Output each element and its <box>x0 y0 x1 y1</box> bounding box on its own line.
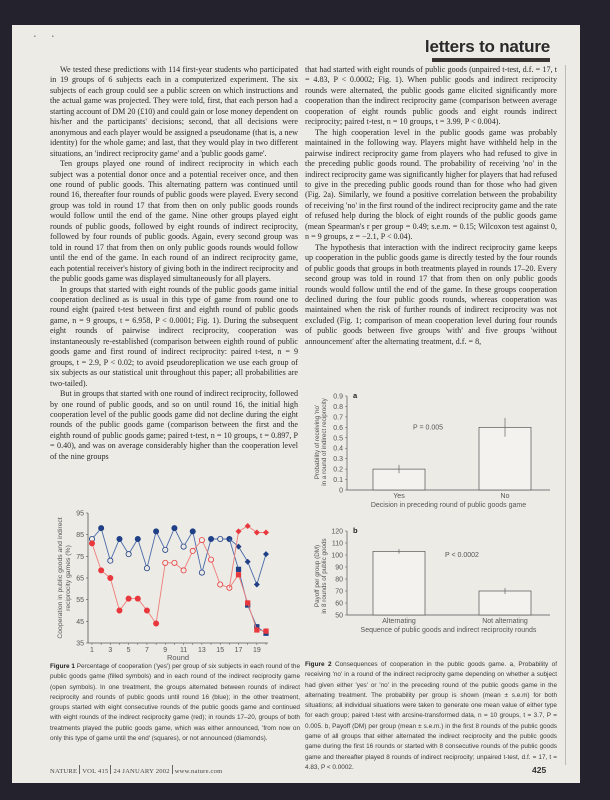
panel-label: a <box>353 391 358 400</box>
paragraph: that had started with eight rounds of public goods (unpaired t-test, d.f. = 17, t = 4.83, P < 0.0002; Fig. 1). When public goods and indirect reciprocity rounds were alternated, the public goods game elicited significantly more cooperation than the indirect reciprocity game (comparison between average cooperation of eight rounds public goods and eight rounds indirect reciprocity; paired t-test, n = 10 groups, t = 3.99, P < 0.004). <box>305 65 557 127</box>
x-tick-label: 7 <box>144 647 149 654</box>
journal-url[interactable]: www.nature.com <box>174 768 223 775</box>
y-tick-label: 80 <box>335 576 343 584</box>
filled-circle-marker <box>126 596 131 601</box>
y-tick-label: 0.1 <box>333 477 343 485</box>
page-number: 425 <box>532 765 547 775</box>
filled-circle-marker <box>154 529 159 534</box>
text-column-left <box>50 65 298 462</box>
x-axis-label: Sequence of public goods and indirect reciprocity rounds <box>360 627 537 634</box>
diamond-marker <box>263 530 269 536</box>
diamond-marker <box>254 530 260 536</box>
volume: VOL 415 <box>82 768 109 775</box>
square-marker <box>263 628 268 633</box>
y-tick-label: 90 <box>335 564 343 572</box>
diamond-marker <box>254 582 260 588</box>
open-circle-marker <box>126 552 131 557</box>
y-tick-label: 110 <box>331 540 343 548</box>
y-tick-label: 0.2 <box>333 466 343 474</box>
y-tick-label: 45 <box>76 618 84 626</box>
y-tick-label: 55 <box>76 597 84 605</box>
paragraph: Ten groups played one round of indirect reciprocity in which each subject was a potential donor once and a potential receiver once, and then one round of public goods. This alternating pattern was continued until round 16, thereafter four rounds of public goods were played. Every second group was told in round 17 that from then on only public goods rounds would follow until the end of the game. Nine other groups played eight rounds of public goods, followed by eight rounds of indirect reciprocity, followed by four rounds of public goods. Again, every second group was told in round 17 that from then on only public goods rounds would follow until the end of the game. In each round of an indirect reciprocity game, each potential receiver's history of giving both in the indirect reciprocity and the public goods game was displayed simultaneously for all players. <box>50 159 299 284</box>
section-title: letters to nature <box>424 37 550 56</box>
caption-text: Consequences of cooperation in the public goods game. a, Probability of receiving 'no' in a round of the indirect reciprocity game depending on whether a subject had given either 'yes' or 'no' in the preceding round of the public goods game in the alternating treatment. The probability per group is shown (mean ± s.e.m) for both situations; all individual situations were taken to generate one mean value of either type for each group; paired t-test with arcsine-transformed data, n = 10 groups, t = 3.7, P = 0.005. b, Payoff (DM) per group (mean ± s.e.m.) in the first 8 rounds of the public goods game of all groups that either alternated the indirect reciprocity and the public goods game during the first 16 rounds or started with 8 consecutive rounds of the public goods game and thereafter played 8 rounds of indirect reciprocity; unpaired t-test, d.f. = 17, t = 4.83, P < 0.0002. <box>305 661 558 771</box>
open-circle-marker <box>218 582 223 587</box>
panel-label: b <box>353 526 358 535</box>
paragraph: The hypothesis that interaction with the indirect reciprocity game keeps up cooperation in the public goods game is directly tested by the four rounds of public goods that groups in both treatments played in rounds 17–20. Every second group was told in round 17 that from then on only public goods rounds would follow until the end of the game. In these groups cooperation declined during the four public goods rounds, whereas cooperation was maintained when the risk of further rounds of indirect reciprocity was not excluded (Fig. 1; comparison of mean cooperation level during four rounds of public goods between five groups 'with' and five groups 'without announcement' after the alternating treatment, d.f. = 8, <box>305 242 557 346</box>
y-tick-label: 0.9 <box>333 393 343 401</box>
figure2-caption <box>305 660 557 773</box>
y-tick-label: 0 <box>339 487 343 495</box>
y-tick-label: 0.8 <box>333 403 343 411</box>
open-circle-marker <box>199 570 204 575</box>
filled-circle-marker <box>135 536 140 541</box>
y-tick-label: 0.5 <box>333 435 343 443</box>
y-tick-label: 95 <box>76 510 84 518</box>
y-tick-label: 85 <box>76 532 84 540</box>
y-tick-label: 75 <box>76 553 84 561</box>
open-circle-marker <box>199 537 204 542</box>
figure1-caption <box>50 662 300 744</box>
open-circle-marker <box>208 557 213 562</box>
y-tick-label: 0.3 <box>333 456 343 464</box>
open-circle-marker <box>190 548 195 553</box>
filled-circle-marker <box>135 596 140 601</box>
category-label: Alternating <box>382 618 416 625</box>
category-label: Not alternating <box>482 618 528 625</box>
p-value-annotation: P = 0.005 <box>413 424 444 432</box>
journal-page <box>12 25 580 783</box>
filled-circle-marker <box>89 541 94 546</box>
text-column-right <box>305 65 557 347</box>
paragraph: In groups that started with eight rounds of the public goods game initial cooperation declined as is usual in this type of game from round one to round eight (paired t-test between first and eighth round of public goods game, n = 9 groups, t = 6.958, P < 0.0001; Fig. 1). During the subsequent eight rounds of pairwise indirect reciprocity, cooperation was instantaneously re-established (comparison between eighth round of public goods game and first round of indirect reciprocity: paired t-test, n = 9 groups, t = 2.9, P < 0.02; to avoid pseudoreplication we use each group of six subjects as our statistical unit throughout this paper; all probabilities are two-tailed). <box>50 284 298 388</box>
category-label: Yes <box>393 493 405 500</box>
y-tick-label: 120 <box>331 528 343 536</box>
page-footer <box>50 765 223 775</box>
journal-name: NATURE <box>50 768 78 775</box>
square-marker <box>236 567 241 572</box>
square-marker <box>254 627 259 632</box>
diamond-marker <box>245 559 251 565</box>
filled-circle-marker <box>144 608 149 613</box>
filled-circle-marker <box>108 575 113 580</box>
bar <box>373 551 425 615</box>
category-label: No <box>500 493 510 500</box>
y-tick-label: 0.7 <box>333 414 343 422</box>
figure1-chart <box>40 505 280 670</box>
filled-circle-marker <box>208 536 213 541</box>
y-tick-label: 35 <box>76 640 84 648</box>
bar <box>479 427 531 490</box>
x-tick-label: 13 <box>197 647 206 654</box>
y-tick-label: 70 <box>335 588 343 596</box>
filled-circle-marker <box>117 536 122 541</box>
paragraph: The high cooperation level in the public goods game was probably maintained in the following way. Players might have withheld help in the pairwise indirect reciprocity game from players who had refused to give in the preceding public goods round. The probability of receiving 'no' in the indirect reciprocity game was significantly higher for players that had refused to give in the preceding public goods round than for those who had given (Fig. 2a). Similarly, we found a positive correlation between the probability of receiving 'no' in the first round of the indirect reciprocity game and the rate of refused help during the block of eight rounds of the public goods game (mean Spearman's r per group = 0.49; s.e.m. = 0.15; Wilcoxon test against 0, n = 9 groups, z = −2.1, P < 0.04). <box>305 127 557 242</box>
filled-circle-marker <box>99 526 104 531</box>
section-header <box>425 37 550 62</box>
diamond-marker <box>245 523 251 529</box>
open-circle-marker <box>163 547 168 552</box>
x-tick-label: 19 <box>252 647 261 654</box>
open-circle-marker <box>172 560 177 565</box>
y-tick-label: 65 <box>76 575 84 583</box>
open-circle-marker <box>218 536 223 541</box>
x-tick-label: 3 <box>108 647 113 654</box>
scan-mark: • <box>34 35 36 40</box>
open-circle-marker <box>108 558 113 563</box>
p-value-annotation: P < 0.0002 <box>445 552 479 559</box>
y-tick-label: 50 <box>335 612 343 620</box>
column-divider <box>565 65 566 765</box>
diamond-marker <box>263 551 269 557</box>
y-tick-label: 100 <box>331 552 343 560</box>
y-axis-label: Payoff per group (DM)in 8 rounds of public goods <box>314 538 328 614</box>
caption-text: Percentage of cooperation ('yes') per group of six subjects in each round of the public goods game (filled symbols) and in each round of the indirect reciprocity game (open symbols). In one treatment, the groups alternated between rounds of indirect reciprocity and rounds of public goods until round 16 (blue); in the other treatment, groups started with eight consecutive rounds of the public goods game and continued with eight rounds of the indirect reciprocity game (red); in rounds 17–20, groups of both treatments played the public goods game, which was either announced, 'from now on only this type of game until the end' (squares), or not announced (diamonds). <box>50 663 300 743</box>
filled-circle-marker <box>154 621 159 626</box>
open-circle-marker <box>181 568 186 573</box>
x-tick-label: 17 <box>234 647 243 654</box>
header-rule <box>432 58 550 62</box>
filled-circle-marker <box>99 568 104 573</box>
paragraph: But in groups that started with one round of indirect reciprocity, followed by one round of public goods, and so on until round 16, the initial high cooperation level of the public goods game did not decline during the eight rounds of the public goods game (comparison between the first and the eighth round of public goods game; paired t-test, n = 10 groups, t = 0.897, P = 0.40), and was on average considerably higher than the cooperation level of the nine groups <box>50 389 298 461</box>
diamond-marker <box>236 528 242 534</box>
y-axis-label: Probability of receiving 'no'in a round of indirect reciprocity <box>314 398 328 486</box>
x-tick-label: 11 <box>179 647 188 654</box>
bar <box>479 591 531 615</box>
x-tick-label: 1 <box>90 647 94 654</box>
x-tick-label: 9 <box>163 647 168 654</box>
filled-circle-marker <box>117 608 122 613</box>
caption-label: Figure 1 <box>50 663 75 670</box>
y-tick-label: 0.6 <box>333 424 343 432</box>
x-tick-label: 5 <box>126 647 131 654</box>
x-tick-label: 15 <box>216 647 225 654</box>
y-tick-label: 0.4 <box>333 445 343 453</box>
open-circle-marker <box>144 566 149 571</box>
paragraph: We tested these predictions with 114 first-year students who participated in 19 groups of 6 subjects each in a computerized experiment. The six subjects of each group could see a public screen on which instructions and the actual game was projected. They were told, first, that each person had a starting account of DM 20 (£10) and could gain or lose money dependent on his/her and the participants' decisions; second, that all decisions were anonymous and each player would be assigned a pseudoname (that is, a new identity) for the whole game; and last, that they would play in two different situations, an 'indirect reciprocity game' and a 'public goods game'. <box>50 65 298 158</box>
y-axis-label: Cooperation in public goods and indirectreciprocity games (%) <box>57 517 72 639</box>
y-tick-label: 60 <box>335 600 343 608</box>
caption-label: Figure 2 <box>305 661 332 668</box>
square-marker <box>236 572 241 577</box>
filled-circle-marker <box>172 526 177 531</box>
x-axis-label: Round <box>166 653 190 662</box>
open-circle-marker <box>181 544 186 549</box>
x-axis-label: Decision in preceding round of public goods game <box>370 502 527 509</box>
square-marker <box>245 600 250 605</box>
issue-date: 24 JANUARY 2002 <box>113 768 170 775</box>
scan-mark: • <box>52 35 54 40</box>
open-circle-marker <box>163 560 168 565</box>
figure2-chart <box>305 390 565 655</box>
filled-circle-marker <box>190 529 195 534</box>
